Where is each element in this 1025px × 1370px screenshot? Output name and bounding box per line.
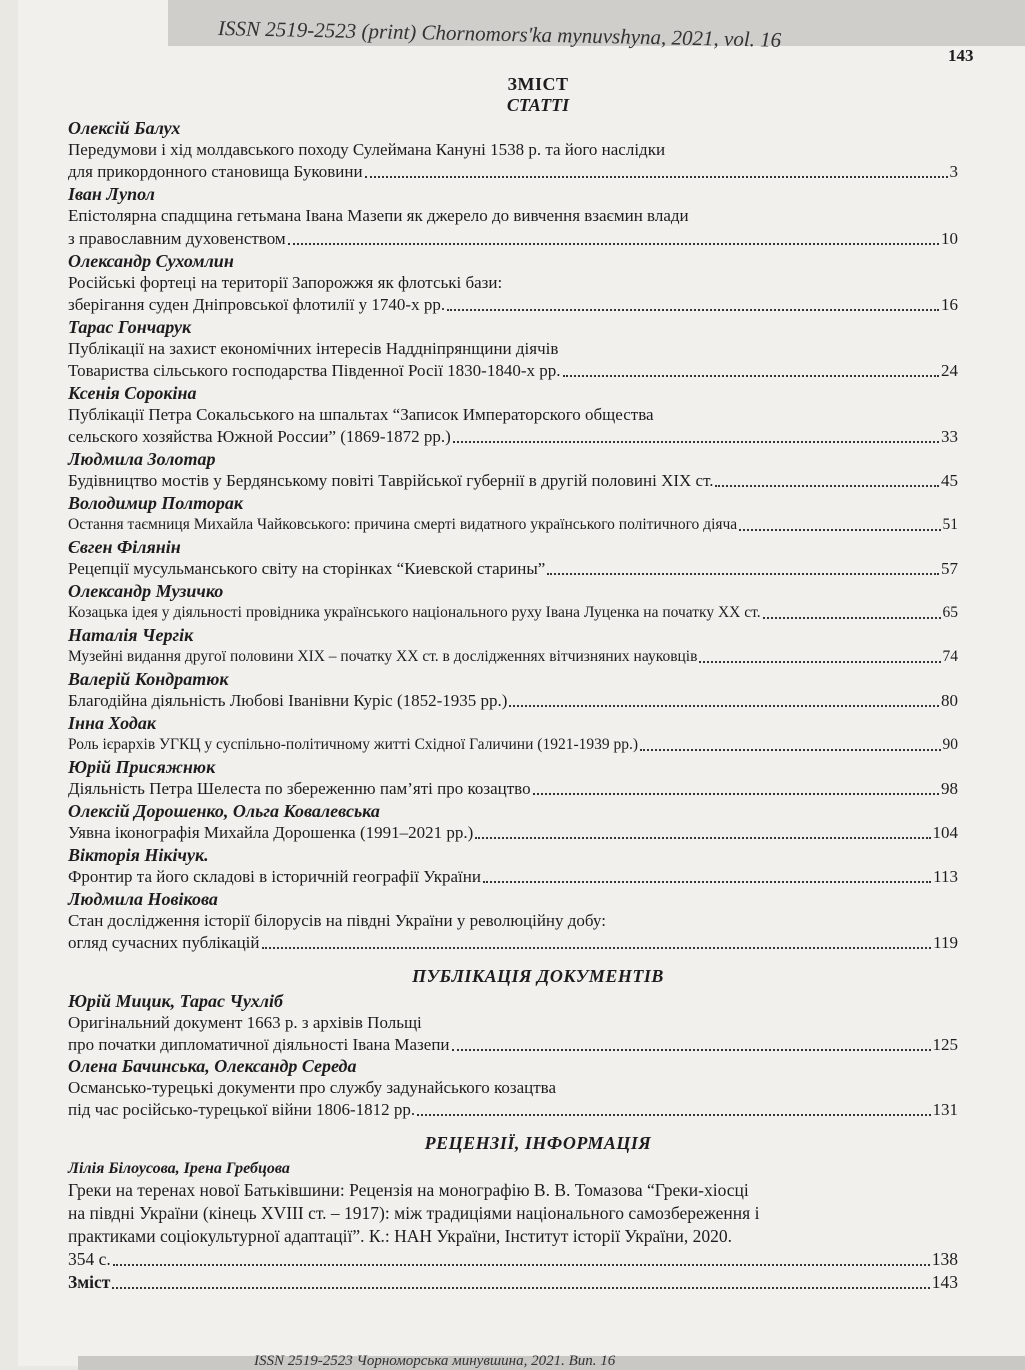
entry-title-last-line	[68, 866, 958, 888]
articles-list	[68, 118, 958, 954]
entry-title-text: Епістолярна спадщина гетьмана Івана Мазепи як джерело до вивчення взаємин влади	[68, 206, 689, 225]
entry-title-last-line	[68, 558, 958, 580]
entry-author: Олександр Сухомлин	[68, 251, 234, 271]
leader-dots	[288, 243, 939, 245]
entry-page-number: 65	[942, 604, 958, 621]
entry-title-text: для прикордонного становища Буковини	[68, 162, 363, 181]
entry-title-line: Передумови і хід молдавського походу Сулеймана Кануні 1538 р. та його наслідки	[68, 140, 666, 159]
toc-entry[interactable]	[68, 581, 958, 624]
entry-page-number: 90	[942, 736, 958, 753]
entry-title-last-line	[68, 1034, 958, 1056]
entry-author: Олексій Балух	[68, 118, 181, 138]
entry-title-last-line	[68, 822, 958, 844]
entry-title-line: Публікації Петра Сокальського на шпальтах “Записок Императорского общества	[68, 405, 654, 424]
toc-entry[interactable]	[68, 184, 958, 227]
entry-title-text: 354 с.	[68, 1249, 111, 1269]
entry-page-number: 10	[941, 229, 958, 248]
entry-title-last-line	[68, 602, 958, 624]
toc-entry[interactable]	[68, 669, 958, 712]
entry-page-number: 138	[931, 1249, 958, 1269]
entry-title-text: Благодійна діяльність Любові Іванівни Куріс (1852-1935 рр.)	[68, 691, 508, 710]
entry-page-number: 57	[941, 559, 958, 578]
leader-dots	[509, 705, 939, 707]
entry-title-last-line	[68, 205, 958, 227]
entry-author: Вікторія Нікічук.	[68, 845, 209, 865]
toc-entry[interactable]	[68, 713, 958, 756]
leader-dots	[475, 837, 930, 839]
entry-page-number: 74	[942, 648, 958, 665]
entry-page-number: 3	[949, 162, 958, 181]
leader-dots	[739, 529, 940, 531]
entry-author: Олександр Музичко	[68, 581, 224, 601]
leader-dots	[262, 947, 932, 949]
entry-author: Людмила Золотар	[68, 449, 216, 469]
toc-entry[interactable]	[68, 228, 958, 250]
entry-page-number: 45	[941, 471, 958, 490]
leader-dots	[699, 661, 940, 663]
entry-title-last-line	[68, 690, 958, 712]
toc-entry[interactable]	[68, 625, 958, 668]
documents-list	[68, 991, 958, 1121]
entry-title-last-line	[68, 228, 958, 250]
entry-title-line: практиками соціокультурної адаптації”. К.: НАН України, Інститут історії України, 2020.	[68, 1226, 733, 1246]
entry-title-text: під час російсько-турецької війни 1806-1812 рр.	[68, 1100, 416, 1119]
leader-dots	[483, 881, 931, 883]
entry-page-number: 33	[941, 427, 958, 446]
entry-title-text: Козацька ідея у діяльності провідника українського національного руху Івана Луценка на початку ХХ ст.	[68, 604, 761, 621]
entry-title-last-line	[68, 470, 958, 492]
leader-dots	[113, 1264, 930, 1266]
entry-author: Євген Філянін	[68, 537, 181, 557]
toc-entry[interactable]	[68, 801, 958, 844]
leader-dots	[112, 1287, 929, 1289]
articles-heading: СТАТТІ	[506, 95, 570, 115]
entry-author: Олексій Дорошенко, Ольга Ковалевська	[68, 801, 380, 821]
leader-dots	[447, 309, 939, 311]
entry-title-last-line	[68, 734, 958, 756]
leader-dots	[715, 485, 939, 487]
running-head: ISSN 2519-2523 (print) Chornomors'ka mynuvshyna, 2021, vol. 16	[217, 16, 782, 52]
entry-page-number: 16	[941, 295, 958, 314]
running-foot: ISSN 2519-2523 Чорноморська минувшина, 2021. Вип. 16	[254, 1353, 616, 1369]
leader-dots	[640, 749, 940, 751]
page-sheet	[18, 0, 1025, 1369]
leader-dots	[453, 441, 939, 443]
leader-dots	[547, 573, 939, 575]
entry-author: Тарас Гончарук	[68, 317, 192, 337]
entry-title-line: Публікації на захист економічних інтересів Наддніпрянщини діячів	[68, 339, 559, 358]
entry-page-number: 24	[941, 361, 958, 380]
entry-title-text: з православним духовенством	[68, 229, 286, 248]
toc-entry[interactable]	[68, 845, 958, 888]
entry-title-text: Будівництво мостів у Бердянському повіті Таврійської губернії в другій половині ХІХ ст.	[68, 471, 714, 490]
leader-dots	[763, 617, 941, 619]
entry-title-text: Остання таємниця Михайла Чайковського: причина смерті видатного українського політичного діяча	[68, 516, 738, 533]
entry-author: Наталія Чергік	[68, 625, 194, 645]
entry-page-number: 104	[932, 823, 958, 842]
entry-title-last-line	[68, 294, 958, 316]
entry-page-number: 119	[933, 933, 958, 952]
entry-title-text: Роль ієрархів УГКЦ у суспільно-політичному житті Східної Галичини (1921-1939 рр.)	[68, 736, 639, 753]
entry-title-line: Оригінальний документ 1663 р. з архівів Польщі	[68, 1013, 422, 1032]
entry-page-number: 143	[931, 1272, 958, 1292]
entry-title-text: Музейні видання другої половини ХІХ – початку ХХ ст. в дослідженнях вітчизняних науковців	[68, 648, 698, 665]
entry-title-line: Російські фортеці на території Запорожжя як флотські бази:	[68, 273, 503, 292]
documents-heading: ПУБЛІКАЦІЯ ДОКУМЕНТІВ	[412, 966, 664, 986]
leader-dots	[365, 176, 948, 178]
entry-title-text: зберігання суден Дніпровської флотилії у 1740-х рр.	[68, 295, 446, 314]
entry-page-number: 80	[941, 691, 958, 710]
entry-title-line: Османсько-турецькі документи про службу задунайського козацтва	[68, 1078, 557, 1097]
entry-title-text: Рецепції мусульманського світу на сторінках “Киевской старины”	[68, 559, 546, 578]
entry-title-last-line	[68, 1248, 958, 1271]
entry-title-text: Зміст	[68, 1272, 111, 1292]
entry-title-line: Греки на теренах нової Батьківшини: Рецензія на монографію В. В. Томазова “Греки-хіосці	[68, 1180, 749, 1200]
reviews-heading: РЕЦЕНЗІЇ, ІНФОРМАЦІЯ	[424, 1133, 652, 1153]
entry-title-text: про початки дипломатичної діяльності Івана Мазепи	[68, 1035, 450, 1054]
entry-author: Ксенія Сорокіна	[68, 383, 197, 403]
page-number: 143	[948, 46, 974, 65]
entry-page-number: 125	[932, 1035, 958, 1054]
toc-entry[interactable]	[68, 991, 958, 1056]
toc-entry[interactable]	[68, 1158, 958, 1271]
leader-dots	[533, 793, 939, 795]
entry-page-number: 113	[933, 867, 958, 886]
toc-entry[interactable]	[68, 1056, 958, 1121]
toc-entry[interactable]	[68, 537, 958, 580]
entry-title-last-line	[68, 778, 958, 800]
entry-title-last-line	[68, 360, 958, 382]
entry-title-last-line	[68, 1271, 958, 1294]
toc-entry[interactable]	[68, 251, 958, 316]
leader-dots	[417, 1114, 930, 1116]
entry-title-text: сельского хозяйства Южной России” (1869-1872 рр.)	[68, 427, 451, 446]
entry-author: Іван Лупол	[68, 184, 155, 204]
entry-page-number: 51	[942, 516, 958, 533]
entry-title-last-line	[68, 1099, 958, 1121]
entry-title-text: огляд сучасних публікацій	[68, 933, 260, 952]
toc-entry[interactable]	[68, 317, 958, 382]
entry-author: Володимир Полторак	[68, 493, 244, 513]
reviews-list	[68, 1158, 958, 1294]
entry-author: Інна Ходак	[68, 713, 156, 733]
entry-author: Лілія Білоусова, Ірена Гребцова	[68, 1160, 290, 1177]
toc-entry[interactable]	[68, 889, 958, 954]
toc-entry[interactable]	[68, 757, 958, 800]
entry-author: Юрій Мицик, Тарас Чухліб	[68, 991, 283, 1011]
toc-entry[interactable]	[68, 1271, 958, 1294]
entry-title-last-line	[68, 646, 958, 668]
entry-title-last-line	[68, 514, 958, 536]
entry-title-text: Фронтир та його складові в історичній географії України	[68, 867, 481, 886]
toc-entry[interactable]	[68, 383, 958, 448]
entry-author: Олена Бачинська, Олександр Середа	[68, 1056, 357, 1076]
toc-entry[interactable]	[68, 493, 958, 536]
entry-title-text: Уявна іконографія Михайла Дорошенка (1991–2021 рр.)	[68, 823, 474, 842]
entry-title-line: на півдні України (кінець XVIII ст. – 1917): між традиціями національного самозбереження і	[68, 1203, 760, 1223]
entry-title-line: Стан дослідження історії білорусів на півдні України у революційну добу:	[68, 911, 606, 930]
toc-content	[68, 74, 958, 1294]
entry-title-last-line	[68, 161, 958, 183]
entry-page-number: 131	[932, 1100, 958, 1119]
leader-dots	[452, 1049, 931, 1051]
entry-title-last-line	[68, 932, 958, 954]
toc-title: ЗМІСТ	[507, 74, 569, 94]
entry-page-number: 98	[941, 779, 958, 798]
toc-entry[interactable]	[68, 449, 958, 492]
entry-author: Юрій Присяжнюк	[68, 757, 216, 777]
entry-title-last-line	[68, 426, 958, 448]
entry-title-text: Діяльність Петра Шелеста по збереженню пам’яті про козацтво	[68, 779, 531, 798]
entry-author: Людмила Новікова	[68, 889, 218, 909]
entry-author: Валерій Кондратюк	[68, 669, 229, 689]
entry-title-text: Товариства сільського господарства Південної Росії 1830-1840-х рр.	[68, 361, 561, 380]
leader-dots	[563, 375, 939, 377]
toc-entry[interactable]	[68, 118, 958, 183]
